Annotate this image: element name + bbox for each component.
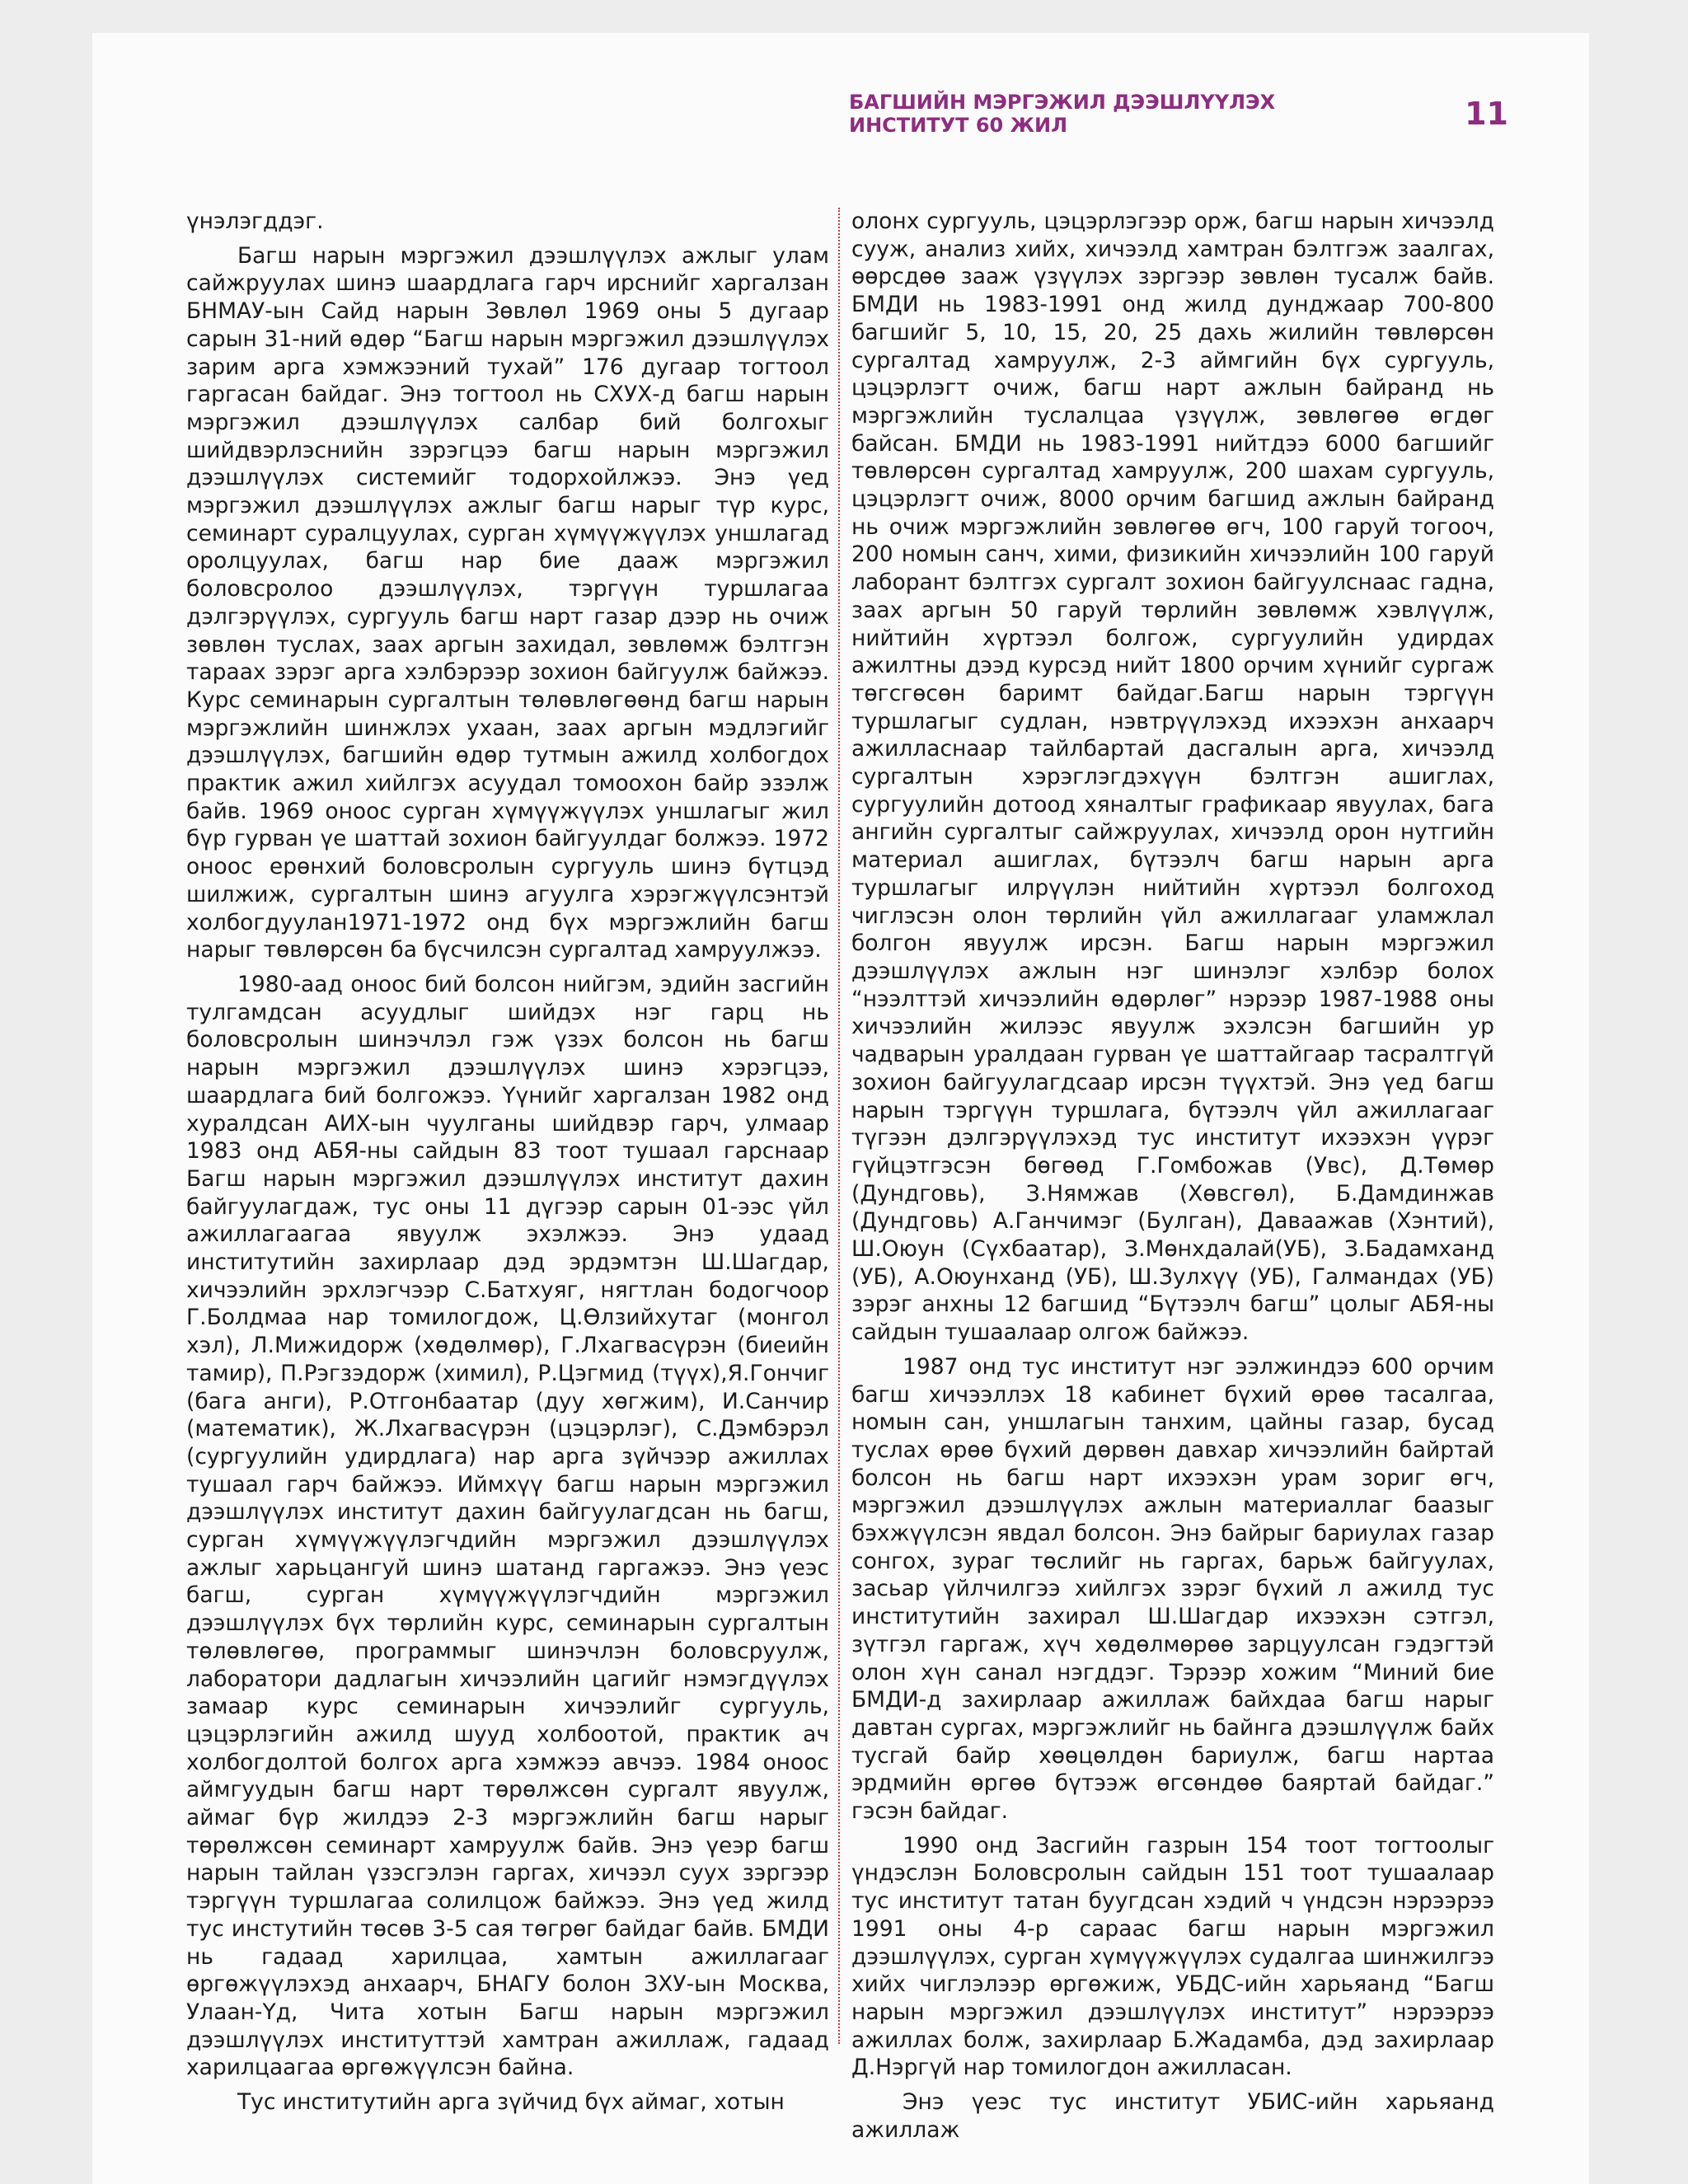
running-header [849, 89, 1508, 138]
paragraph: Энэ үеэс тус институт УБИС-ийн харьяанд ажиллаж [851, 2089, 1494, 2143]
paragraph: 1987 онд тус институт нэг ээлжиндээ 600 орчим багш хичээллэх 18 кабинет бүхий өрөө тасалгаа, номын сан, уншлагын танхим, цайны газар, бусад туслах өрөө бүхий дөрвөн давхар хичээлийн байртай болсон нь багш нарт ихээхэн урам зориг өгч, мэргэжил дээшлүүлэх ажлын материаллаг баазыг бэхжүүлсэн явдал болсон. Энэ байрыг бариулах газар сонгох, зураг төслийг нь гаргах, барьж байгуулах, засьар үйлчилгээ хийлгэх зэрэг бүхий л ажилд тус институтийн захирал Ш.Шагдар ихээхэн сэтгэл, зүтгэл гаргаж, хүч хөдөлмөрөө зарцуулсан гэдэгтэй олон хүн санал нэгддэг. Тэрээр хожим “Миний бие БМДИ-д захирлаар ажиллаж байхдаа багш нарыг давтан сургах, мэргэжлийг нь байнга дээшлүүлж байх тусгай байр хөөцөлдөн бариулж, багш нартаа эрдмийн өргөө бүтээж өгсөндөө баяртай байдаг.” гэсэн байдаг. [851, 1353, 1494, 1825]
paragraph: үнэлэгддэг. [186, 209, 324, 234]
paragraph: Багш нарын мэргэжил дээшлүүлэх ажлыг улам сайжруулах шинэ шаардлага гарч ирснийг харгалзан БНМАУ-ын Сайд нарын Зөвлөл 1969 оны 5 дугаар сарын 31-ний өдөр “Багш нарын мэргэжил дээшлүүлэх зарим арга хэмжээний тухай” 176 дугаар тогтоол гаргасан байдаг. Энэ тогтоол нь СХУХ-д багш нарын мэргэжил дээшлүүлэх салбар бий болгохыг шийдвэрлэснийн зэрэгцээ багш нарын мэргэжил дээшлүүлэх системийг тодорхойлжээ. Энэ үед мэргэжил дээшлүүлэх ажлыг багш нарыг түр курс, семинарт суралцуулах, сурган хүмүүжүүлэх уншлагад оролцуулах, багш нар бие дааж мэргэжил боловсролоо дээшлүүлэх, тэргүүн туршлагаа дэлгэрүүлэх, сургууль багш нарт газар дээр нь очиж зөвлөн туслах, заах аргын захидал, зөвлөмж бэлтгэн тараах зэрэг арга хэлбэрээр зохион байгуулж байжээ. Курс семинарын сургалтын төлөвлөгөөнд багш нарын мэргэжлийн шинжлэх ухаан, заах аргын мэдлэгийг дээшлүүлэх, багшийн өдөр тутмын ажилд холбогдох практик ажил хийлгэх асуудал томоохон байр эзэлж байв. 1969 оноос сурган хүмүүжүүлэх уншлагыг жил бүр гурван үе шаттай зохион байгуулдаг болжээ. 1972 оноос ерөнхий боловсролын сургууль шинэ бүтцэд шилжиж, сургалтын шинэ агуулга хэрэгжүүлсэнтэй холбогдуулан1971-1972 онд бүх мэргэжлийн багш нарыг төвлөрсөн ба бүсчилсэн сургалтад хамруулжээ. [186, 242, 829, 963]
header-title: БАГШИЙН МЭРГЭЖИЛ ДЭЭШЛҮҮЛЭХ ИНСТИТУТ 60 ЖИЛ [849, 91, 1276, 137]
paragraph: 1980-аад оноос бий болсон нийгэм, эдийн засгийн тулгамдсан асуудлыг шийдэх нэг гарц нь боловсролын шинэчлэл гэж үзэх болсон нь багш нарын мэргэжил дээшлүүлэх шинэ хэрэгцээ, шаардлага бий болгожээ. Үүнийг харгалзан 1982 онд хуралдсан АИХ-ын чуулганы шийдвэр гарч, улмаар 1983 онд АБЯ-ны сайдын 83 тоот тушаал гарснаар Багш нарын мэргэжил дээшлүүлэх институт дахин байгуулагдаж, тус оны 11 дүгээр сарын 01-ээс үйл ажиллагаагаа явуулж эхэлжээ. Энэ удаад институтийн захирлаар дэд эрдэмтэн Ш.Шагдар, хичээлийн эрхлэгчээр С.Батхуяг, нягтлан бодогчоор Г.Болдмаа нар томилогдож, Ц.Өлзийхутаг (монгол хэл), Л.Мижидорж (хөдөлмөр), Г.Лхагвасүрэн (биеийн тамир), П.Рэгзэдорж (химил), Р.Цэгмид (түүх),Я.Гончиг (бага анги), Р.Отгонбаатар (дуу хөгжим), И.Санчир (математик), Ж.Лхагвасүрэн (цэцэрлэг), С.Дэмбэрэл (сургуулийн удирдлага) нар арга зүйчээр ажиллах тушаал гарч байжээ. Иймхүү багш нарын мэргэжил дээшлүүлэх институт дахин байгуулагдсан нь багш, сурган хүмүүжүүлэгчдийн мэргэжил дээшлүүлэх ажлыг харьцангуй шинэ шатанд гаргажээ. Энэ үеэс багш, сурган хүмүүжүүлэгчдийн мэргэжил дээшлүүлэх бүх төрлийн курс, семинарын сургалтын төлөвлөгөө, программыг шинэчлэн боловсруулж, лаборатори дадлагын хичээлийн цагийг нэмэгдүүлэх замаар курс семинарын хичээлийг сургууль, цэцэрлэгийн ажилд шууд холбоотой, практик ач холбогдолтой болгох арга хэмжээ авчээ. 1984 оноос аймгуудын багш нарт төрөлжсөн сургалт явуулж, аймаг бүр жилдээ 2-3 мэргэжлийн багш нарыг төрөлжсөн семинарт хамруулж байв. Энэ үеэр багш нарын тайлан үзэсгэлэн гаргах, хичээл суух зэргээр тэргүүн туршлагаа солилцож байжээ. Энэ үед жилд тус инстутийн төсөв 3-5 сая төгрөг байдаг байв. БМДИ нь гадаад харилцаа, хамтын ажиллагааг өргөжүүлэхэд анхаарч, БНАГУ болон ЗХУ-ын Москва, Улаан-Үд, Чита хотын Багш нарын мэргэжил дээшлүүлэх институттэй хамтран ажиллаж, гадаад харилцаагаа өргөжүүлсэн байна. [186, 971, 829, 2081]
right-column [851, 208, 1494, 2151]
paragraph: олонх сургууль, цэцэрлэгээр орж, багш нарын хичээлд сууж, анализ хийх, хичээлд хамтран бэлтгэж заалгах, өөрсдөө зааж үзүүлэх зэргээр зөвлөн тусалж байв. БМДИ нь 1983-1991 онд жилд дунджаар 700-800 багшийг 5, 10, 15, 20, 25 дахь жилийн төвлөрсөн сургалтад хамруулж, 2-3 аймгийн бүх сургууль, цэцэрлэгт очиж, багш нарт ажлын байранд нь мэргэжлийн туслалцаа үзүүлж, зөвлөгөө өгдөг байсан. БМДИ нь 1983-1991 нийтдээ 6000 багшийг төвлөрсөн сургалтад хамруулж, 200 шахам сургууль, цэцэрлэгт очиж, 8000 орчим багшид ажлын байранд нь очиж мэргэжлийн зөвлөгөө өгч, 100 гаруй тогооч, 200 номын санч, хими, физикийн хичээлийн 100 гаруй лаборант бэлтгэх сургалт зохион байгуулснаас гадна, заах аргын 50 гаруй төрлийн зөвлөмж хэвлүүлж, нийтийн хүртээл болгож, сургуулийн удирдах ажилтны дээд курсэд нийт 1800 орчим хүнийг сургаж төгсгөсөн баримт байдаг.Багш нарын тэргүүн туршлагыг судлан, нэвтрүүлэхэд ихээхэн анхаарч ажилласнаар тайлбартай дасгалын арга, хичээлд сургалтын хэрэглэгдэхүүн бэлтгэн ашиглах, сургуулийн дотоод хяналтыг графикаар явуулах, бага ангийн сургалтыг сайжруулах, хичээлд орон нутгийн материал ашиглах, бүтээлч багш нарын арга туршлагыг илрүүлэн нийтийн хүртээл болгоход чиглэсэн олон төрлийн үйл ажиллагааг уламжлал болгон явуулж ирсэн. Багш нарын мэргэжил дээшлүүлэх ажлын нэг шинэлэг хэлбэр болох “нээлттэй хичээлийн өдөрлөг” нэрээр 1987-1988 оны хичээлийн жилээс явуулж эхэлсэн багшийн ур чадварын уралдаан гурван үе шаттайгаар тасралтгүй зохион байгуулагдсаар ирсэн түүхтэй. Энэ үед багш нарын тэргүүн туршлага, бүтээлч үйл ажиллагааг түгээн дэлгэрүүлэхэд тус институт ихээхэн үүрэг гүйцэтгэсэн бөгөөд Г.Гомбожав (Увс), Д.Төмөр (Дундговь), З.Нямжав (Хөвсгөл), Б.Дамдинжав (Дундговь) А.Ганчимэг (Булган), Даваажав (Хэнтий), Ш.Оюун (Сүхбаатар), З.Мөнхдалай(УБ), З.Бадамханд (УБ), А.Оюунханд (УБ), Ш.Зулхүү (УБ), Галмандах (УБ) зэрэг анхны 12 багшид “Бүтээлч багш” цолыг АБЯ-ны сайдын тушаалаар олгож байжээ. [851, 209, 1494, 1346]
page-number: 11 [1465, 96, 1508, 132]
column-divider [838, 208, 840, 2044]
paragraph: Тус институтийн арга зүйчид бүх аймаг, хотын [237, 2089, 785, 2116]
paragraph: 1990 онд Засгийн газрын 154 тоот тогтоолыг үндэслэн Боловсролын сайдын 151 тоот тушаалаар тус институт татан буугдсан хэдий ч үндсэн нэрээрээ 1991 оны 4-р сараас багш нарын мэргэжил дээшлүүлэх, сурган хүмүүжүүлэх судалгаа шинжилгээ хийх чиглэлээр өргөжиж, УБДС-ийн харьяанд “Багш нарын мэргэжил дээшлүүлэх институт” нэрээрээ ажиллах болж, захирлаар Б.Жадамба, дэд захирлаар Д.Нэргүй нар томилогдон ажилласан. [851, 1832, 1494, 2081]
left-column [186, 208, 829, 2123]
